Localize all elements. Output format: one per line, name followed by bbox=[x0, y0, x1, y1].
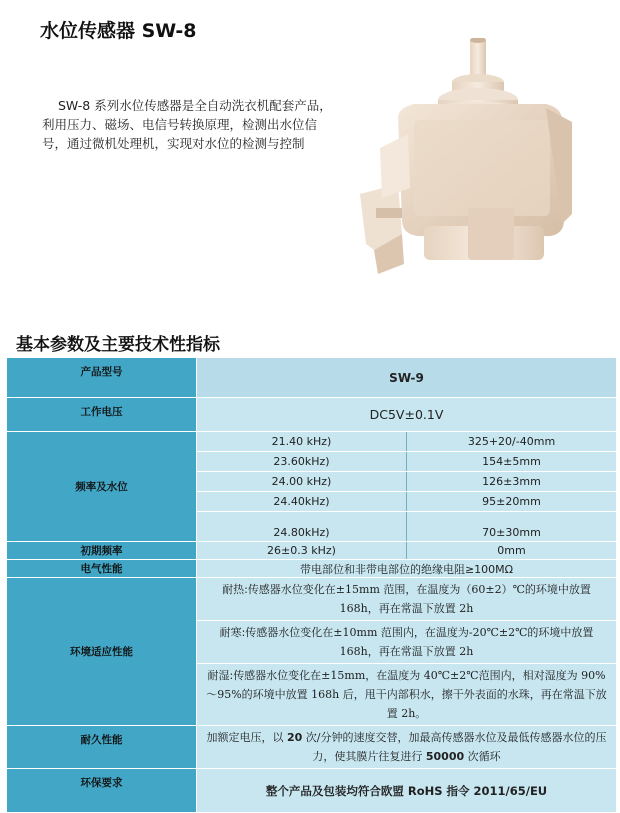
freq-cell: 24.80kHz) bbox=[197, 512, 407, 542]
env-heat-lead: 耐热: bbox=[222, 583, 248, 596]
level-cell: 70±30mm bbox=[407, 512, 617, 542]
level-cell: 126±3mm bbox=[407, 472, 617, 492]
spec-table bbox=[6, 357, 617, 813]
env-humid-lead: 耐湿: bbox=[207, 669, 234, 682]
table-row bbox=[7, 432, 617, 452]
durability-text-3: 次循环 bbox=[467, 750, 501, 763]
table-row bbox=[7, 560, 617, 578]
env-heat-text: 传感器水位变化在±15mm 范围，在温度为（60±2）℃的环境中放置 168h，再在常温下放置 2h bbox=[247, 583, 591, 615]
level-cell: 95±20mm bbox=[407, 492, 617, 512]
table-row bbox=[7, 726, 617, 769]
initial-freq-value: 26±0.3 kHz) bbox=[197, 542, 407, 560]
env-cold-lead: 耐寒: bbox=[219, 626, 246, 639]
durability-text-1: 加额定电压，以 bbox=[206, 731, 284, 744]
initial-level-value: 0mm bbox=[407, 542, 617, 560]
voltage-value: DC5V±0.1V bbox=[197, 398, 617, 432]
row-label-durability: 耐久性能 bbox=[7, 726, 197, 769]
durability-rate: 20 bbox=[286, 731, 303, 744]
freq-cell: 24.00 kHz) bbox=[197, 472, 407, 492]
freq-cell: 24.40kHz) bbox=[197, 492, 407, 512]
table-row bbox=[7, 578, 617, 621]
row-label-eco: 环保要求 bbox=[7, 769, 197, 813]
table-row bbox=[7, 358, 617, 398]
row-label-environment: 环境适应性能 bbox=[7, 578, 197, 726]
env-cold-text: 传感器水位变化在±10mm 范围内，在温度为-20℃±2℃的环境中放置 168h，再在常温下放置 2h bbox=[245, 626, 594, 658]
durability-text-2: 次/分钟的速度交替，加最高传感器水位及最低传感器水位的压力，使其膜片往复进行 bbox=[305, 731, 607, 763]
sensor-product-image bbox=[358, 38, 590, 274]
env-humid-text: 传感器水位变化在±15mm，在温度为 40℃±2℃范围内，相对湿度为 90%～95%的环境中放置 168h 后，甩干内部积水，擦干外表面的水珠，再在常温下放置 2h。 bbox=[206, 669, 607, 720]
level-cell: 154±5mm bbox=[407, 452, 617, 472]
row-label-initial-freq: 初期频率 bbox=[7, 542, 197, 560]
env-cold-desc bbox=[197, 621, 617, 664]
electrical-value: 带电部位和非带电部位的绝缘电阻≥100MΩ bbox=[197, 560, 617, 578]
freq-cell: 21.40 kHz) bbox=[197, 432, 407, 452]
eco-value: 整个产品及包装均符合欧盟 RoHS 指令 2011/65/EU bbox=[197, 769, 617, 813]
table-row bbox=[7, 769, 617, 813]
level-cell: 325+20/-40mm bbox=[407, 432, 617, 452]
freq-cell: 23.60kHz) bbox=[197, 452, 407, 472]
row-label-electrical: 电气性能 bbox=[7, 560, 197, 578]
durability-cycles: 50000 bbox=[425, 750, 465, 763]
durability-desc bbox=[197, 726, 617, 769]
table-row bbox=[7, 542, 617, 560]
env-humid-desc bbox=[197, 664, 617, 726]
env-heat-desc bbox=[197, 578, 617, 621]
row-label-model: 产品型号 bbox=[7, 358, 197, 398]
model-value: SW-9 bbox=[197, 358, 617, 398]
intro-paragraph: SW-8 系列水位传感器是全自动洗衣机配套产品，利用压力、磁场、电信号转换原理，检测出水位信号，通过微机处理机，实现对水位的检测与控制 bbox=[42, 98, 332, 151]
section-title: 基本参数及主要技术性指标 bbox=[16, 335, 220, 355]
row-label-freq-level: 频率及水位 bbox=[7, 432, 197, 542]
page-title: 水位传感器 SW-8 bbox=[40, 20, 197, 42]
row-label-voltage: 工作电压 bbox=[7, 398, 197, 432]
table-row bbox=[7, 398, 617, 432]
